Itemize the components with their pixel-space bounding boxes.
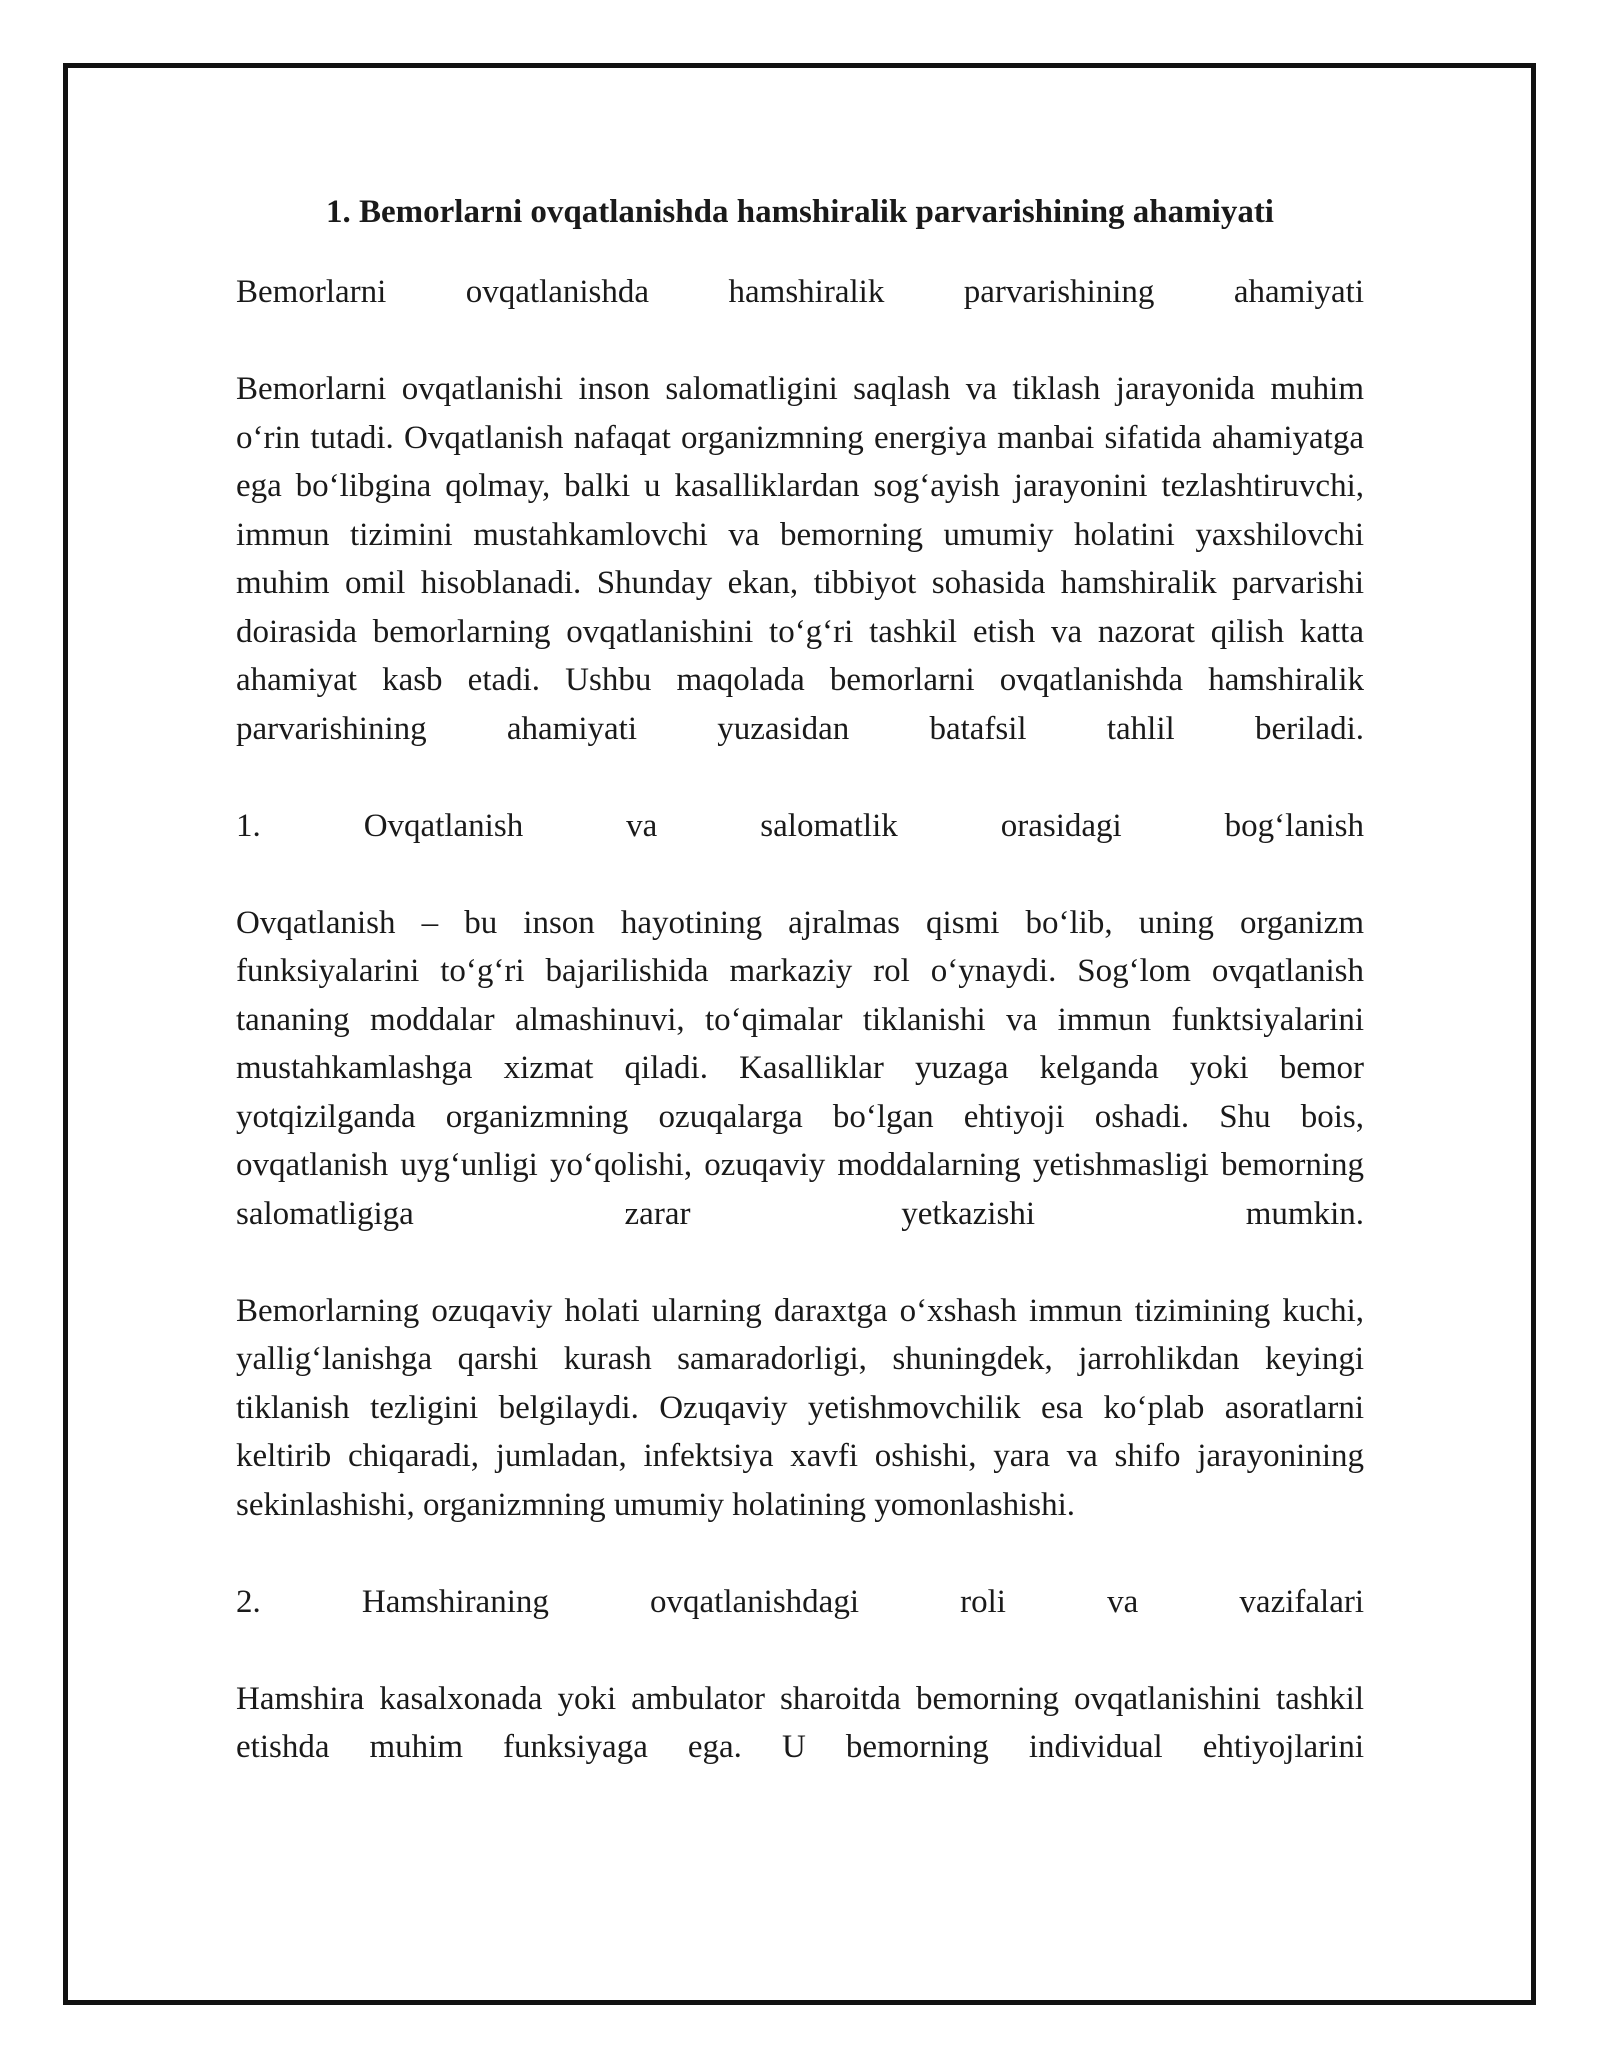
document-body: [236, 188, 1364, 1820]
document-title: 1. Bemorlarni ovqatlanishda hamshiralik parvarishining ahamiyati: [326, 194, 1274, 230]
section-heading-1: 1. Ovqatlanish va salomatlik orasidagi bog‘lanish: [236, 807, 1364, 844]
section-heading-2: 2. Hamshiraning ovqatlanishdagi roli va vazifalari: [236, 1583, 1364, 1620]
intro-paragraph: Bemorlarni ovqatlanishi inson salomatligini saqlash va tiklash jarayonida muhim o‘rin tutadi. Ovqatlanish nafaqat organizmning energiya manbai sifatida ahamiyatga ega bo‘libgina qolmay, balki u kasalliklardan sog‘ayish jarayonini tezlashtiruvchi, immun tizimini mustahkamlovchi va bemorning umumiy holatini yaxshilovchi muhim omil hisoblanadi. Shunday ekan, tibbiyot sohasida hamshiralik parvarishi doirasida bemorlarning ovqatlanishini to‘g‘ri tashkil etish va nazorat qilish katta ahamiyat kasb etadi. Ushbu maqolada bemorlarni ovqatlanishda hamshiralik parvarishining ahamiyati yuzasidan batafsil tahlil beriladi.: [236, 371, 1364, 747]
paragraph-nutritional-status: Bemorlarning ozuqaviy holati ularning daraxtga o‘xshash immun tizimining kuchi, yallig‘lanishga qarshi kurash samaradorligi, shuningdek, jarrohlikdan keyingi tiklanish tezligini belgilaydi. Ozuqaviy yetishmovchilik esa ko‘plab asoratlarni keltirib chiqaradi, jumladan, infektsiya xavfi oshishi, yara va shifo jarayonining sekinlashishi, organizmning umumiy holatining yomonlashishi.: [236, 1292, 1364, 1523]
paragraph-nurse-role: Hamshira kasalxonada yoki ambulator sharoitda bemorning ovqatlanishini tashkil etishda muhim funksiyaga ega. U bemorning individual ehtiyojlarini: [236, 1680, 1364, 1765]
subtitle-line: Bemorlarni ovqatlanishda hamshiralik parvarishining ahamiyati: [236, 274, 1364, 310]
paragraph-nutrition-health: Ovqatlanish – bu inson hayotining ajralmas qismi bo‘lib, uning organizm funksiyalarini to‘g‘ri bajarilishida markaziy rol o‘ynaydi. Sog‘lom ovqatlanish tananing moddalar almashinuvi, to‘qimalar tiklanishi va immun funktsiyalarini mustahkamlashga xizmat qiladi. Kasalliklar yuzaga kelganda yoki bemor yotqizilganda organizmning ozuqalarga bo‘lgan ehtiyoji oshadi. Shu bois, ovqatlanish uyg‘unligi yo‘qolishi, ozuqaviy moddalarning yetishmasligi bemorning salomatligiga zarar yetkazishi mumkin.: [236, 904, 1364, 1232]
